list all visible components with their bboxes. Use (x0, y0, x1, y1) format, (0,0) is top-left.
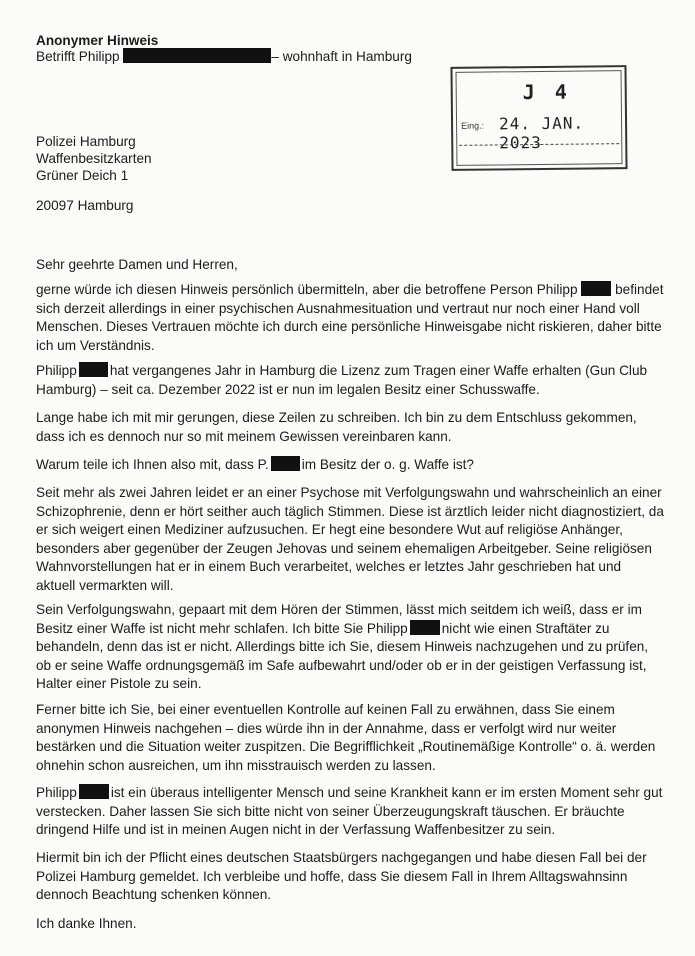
paragraph-6 (36, 601, 664, 694)
p4-text-a: Warum teile ich Ihnen also mit, dass P. (36, 457, 269, 472)
closing: Ich danke Ihnen. (36, 916, 137, 931)
subject-line (36, 48, 412, 65)
paragraph-4 (36, 456, 664, 475)
redaction-bar (410, 620, 440, 635)
recipient-line-2: Waffenbesitzkarten (36, 151, 152, 166)
salutation: Sehr geehrte Damen und Herren, (36, 257, 238, 272)
received-stamp (450, 65, 627, 171)
subject-prefix: Betrifft Philipp (36, 49, 120, 64)
recipient-line-3: Grüner Deich 1 (36, 168, 129, 183)
letter-title: Anonymer Hinweis (36, 33, 159, 48)
paragraph-5 (36, 484, 664, 596)
p6-text-b: nicht wie einen Straftäter zu behandeln, denn das ist er nicht. Allerdings bitte ich Sie, diesem Hinweis nachzugehen und zu prüfen, ob er seine Waffe ordnungsgemäß im Safe aufbewahrt und/oder ob er in der geistigen Verfassung ist, Halter einer Pistole zu sein. (36, 620, 649, 692)
p3-text: Lange habe ich mit mir gerungen, diese Zeilen zu schreiben. Ich bin zu dem Entschluss gekommen, dass ich es dennoch nur so mit meinem Gewissen vereinbaren kann. (36, 410, 637, 444)
redaction-bar (581, 281, 611, 296)
p2-text-a: Philipp (36, 363, 77, 378)
redaction-bar (123, 48, 271, 63)
p1-text-a: gerne würde ich diesen Hinweis persönlich übermitteln, aber die betroffene Person Philipp (36, 282, 578, 297)
paragraph-7 (36, 701, 664, 775)
recipient-line-4: 20097 Hamburg (36, 198, 134, 213)
stamp-label: Eing.: (461, 120, 485, 131)
redaction-bar (271, 456, 300, 471)
redaction-bar (79, 784, 109, 799)
stamp-date: 24. JAN. 2023 (498, 113, 585, 153)
paragraph-2 (36, 362, 664, 399)
paragraph-3 (36, 409, 664, 446)
paragraph-1 (36, 281, 664, 355)
p4-text-b: im Besitz der o. g. Waffe ist? (301, 457, 474, 472)
paragraph-8 (36, 784, 664, 840)
p6-text-a: Sein Verfolgungswahn, gepaart mit dem Hören der Stimmen, lässt mich seitdem ich weiß, dass er im Besitz einer Waffe ist nicht mehr schlafen. Ich bitte Sie Philipp (36, 602, 642, 636)
redaction-bar (79, 362, 108, 377)
p9-text: Hiermit bin ich der Pflicht eines deutschen Staatsbürgers nachgegangen und habe diesen Fall bei der Polizei Hamburg gemeldet. Ich verbleibe und hoffe, dass Sie diesem Fall in Ihrem Alltagswahnsinn dennoch Beachtung schenken können. (36, 850, 647, 903)
p5-text: Seit mehr als zwei Jahren leidet er an einer Psychose mit Verfolgungswahn und wahrscheinlich an einer Schizophrenie, denn er hört seither auch täglich Stimmen. Diese ist ärztlich leider nicht diagnostiziert, da er sich weigert einen Mediziner aufzusuchen. Er hegt eine besondere Wut auf religiöse Anhänger, besonders aber gegenüber der Zeugen Jehovas und seinem ehemaligen Arbeitgeber. Seine religiösen Wahnvorstellungen hat er in einem Buch verarbeitet, welches er letztes Jahr geschrieben hat und aktuell vermarkten will. (36, 485, 664, 593)
subject-suffix: – wohnhaft in Hamburg (271, 49, 412, 64)
stamp-code: J 4 (522, 79, 571, 105)
recipient-line-1: Polizei Hamburg (36, 134, 136, 149)
p7-text: Ferner bitte ich Sie, bei einer eventuellen Kontrolle auf keinen Fall zu erwähnen, dass Sie einem anonymen Hinweis nachgehen – dies würde ihn in der Annahme, dass er verfolgt wird nur weiter bestärken und die Situation weiter zuspitzen. Die Begrifflichkeit „Routinemäßige Kontrolle“ o. ä. werden ohnehin schon ausreichen, um ihn misstrauisch werden zu lassen. (36, 702, 656, 773)
paragraph-9 (36, 849, 664, 905)
p1-text-b: befindet sich derzeit allerdings in einer psychischen Ausnahmesituation und vertraut nur noch einer Hand voll Menschen. Dieses Vertrauen möchte ich durch eine persönliche Hinweisgabe nicht riskieren, daher bitte ich um Verständnis. (36, 282, 664, 353)
p8-text-a: Philipp (36, 785, 77, 800)
p8-text-b: ist ein überaus intelligenter Mensch und seine Krankheit kann er im ersten Moment sehr gut verstecken. Daher lassen Sie sich bitte nicht von seiner Überzeugungskraft täuschen. Er bräuchte dringend Hilfe und ist in meinen Augen nicht in der Verfassung Waffenbesitzer zu sein. (36, 785, 663, 838)
p2-text-b: hat vergangenes Jahr in Hamburg die Lizenz zum Tragen einer Waffe erhalten (Gun Club Hamburg) – seit ca. Dezember 2022 ist er nun im legalen Besitz einer Schusswaffe. (36, 363, 648, 397)
